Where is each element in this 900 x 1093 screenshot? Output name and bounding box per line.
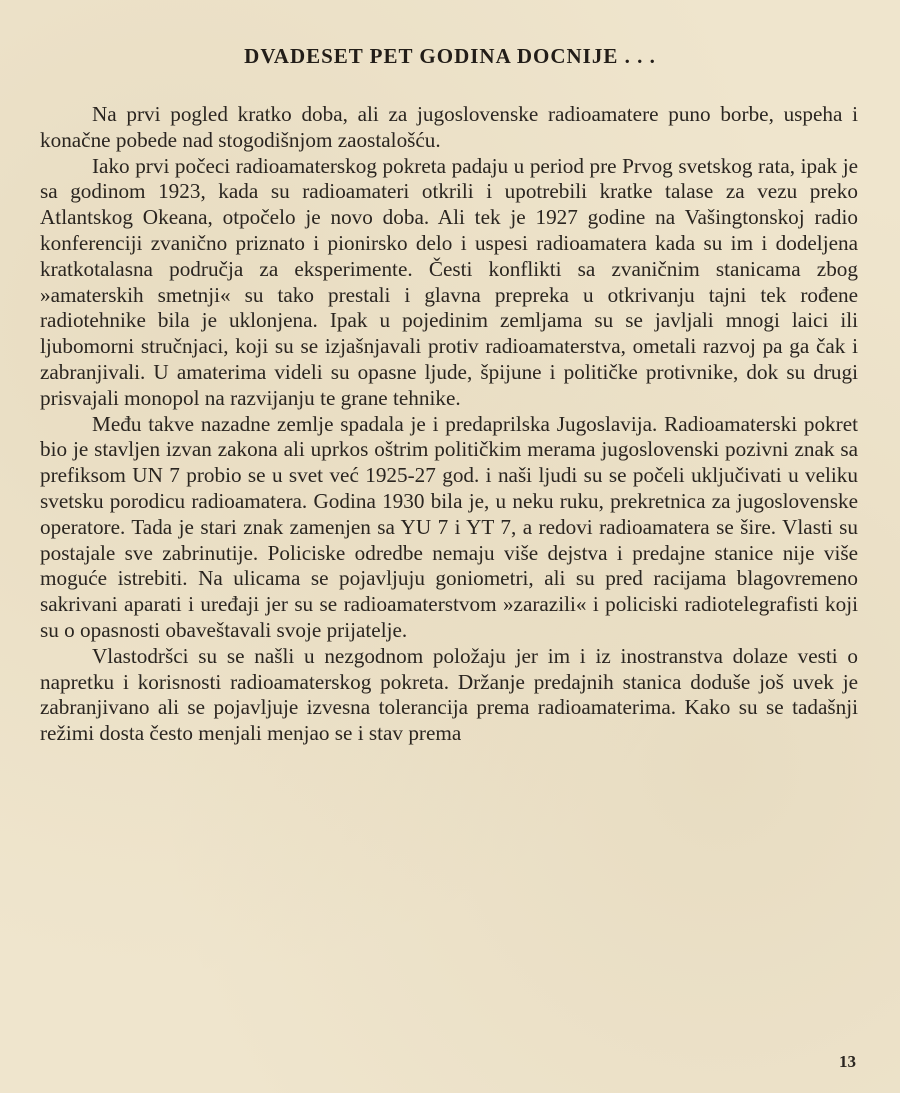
paragraph-2: Iako prvi počeci radioamaterskog pokreta padaju u period pre Prvog svetskog rata, ipak je sa godinom 1923, kada su radioamateri otkrili i upotrebili kratke talase za vezu preko Atlantskog Okeana, otpočelo je novo doba. Ali tek je 1927 godine na Vašingtonskoj radio konferenciji zvanično priznato i pionirsko delo i uspesi radioamatera kada su im i dodeljena kratkotalasna područja za eksperimente. Česti konflikti sa zvaničnim stanicama zbog »amaterskih smetnji« su tako prestali i glavna prepreka u otkrivanju tajni tek rođene radiotehnike bila je uklonjena. Ipak u pojedinim zemljama su se javljali mnogi laici ili ljubomorni stručnjaci, koji su se izjašnjavali protiv radioamaterstva, ometali razvoj pa ga čak i zabranjivali. U amaterima videli su opasne ljude, špijune i političke protivnike, dok su drugi prisvajali monopol na razvijanju te grane tehnike. (40, 153, 858, 410)
paragraph-3: Među takve nazadne zemlje spadala je i predaprilska Jugoslavija. Radioamaterski pokret bio je stavljen izvan zakona ali uprkos oštrim političkim merama jugoslovenski pozivni znak sa prefiksom UN 7 probio se u svet već 1925-27 god. i naši ljudi su se počeli uključivati u veliku svetsku porodicu radioamatera. Godina 1930 bila je, u neku ruku, prekretnica za jugoslovenske operatore. Tada je stari znak zamenjen sa YU 7 i YT 7, a redovi radioamatera se šire. Vlasti su postajale sve zabrinutije. Policiske odredbe nemaju više dejstva i predajne stanice nije više moguće istrebiti. Na ulicama se pojavljuju goniometri, ali su pred racijama blagovremeno sakrivani aparati i uređaji jer su se radioamaterstvom »zarazili« i policiski radiotelegrafisti koji su o opasnosti obaveštavali svoje prijatelje. (40, 411, 858, 642)
page-title: DVADESET PET GODINA DOCNIJE . . . (244, 44, 656, 68)
article-body (40, 102, 858, 747)
paragraph-4: Vlastodršci su se našli u nezgodnom položaju jer im i iz inostranstva dolaze vesti o napretku i korisnosti radioamaterskog pokreta. Držanje predajnih stanica doduše još uvek je zabranjivano ali se pojavljuje izvesna tolerancija prema radioamaterima. Kako su se tadašnji režimi dosta često menjali menjao se i stav prema (40, 643, 858, 746)
page-number: 13 (839, 1052, 856, 1071)
paragraph-1: Na prvi pogled kratko doba, ali za jugoslovenske radioamatere puno borbe, uspeha i konačne pobede nad stogodišnjom zaostalošću. (40, 102, 858, 152)
